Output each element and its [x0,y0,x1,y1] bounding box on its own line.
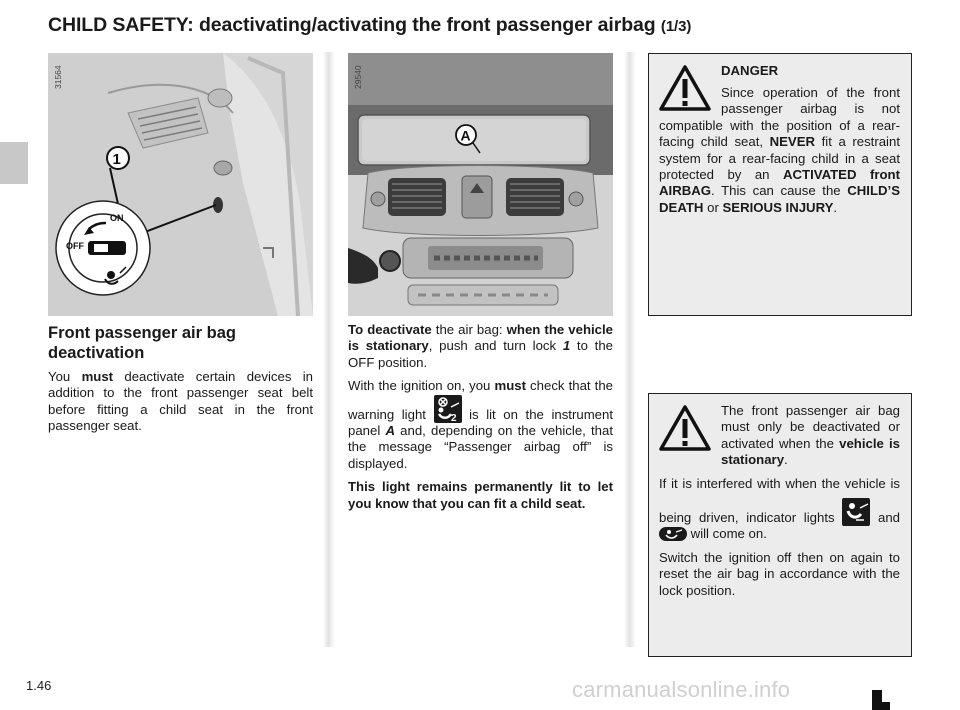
page-number: 1.46 [26,678,52,693]
page-title-main: CHILD SAFETY: deactivating/activating the front passenger airbag [48,14,656,36]
svg-text:ON: ON [110,213,124,223]
figure-ref-number: 29540 [353,65,363,89]
svg-text:1: 1 [112,151,121,168]
svg-text:OFF: OFF [66,241,84,251]
corner-mark [882,702,890,710]
danger-text: Since operation of the front passenger airbag is not compatible with the position of a rear-facing child seat, NEVER fit a restraint system for a rear-facing child in a seat protected by an ACTIVATED front AIRBAG. This can cause the CHILD’S DEATH or SERIOUS INJURY. [659,85,900,215]
column-divider [323,52,335,647]
dashboard-illustration [348,53,613,316]
page-title [48,14,691,37]
dashboard-drawing [348,53,613,316]
left-column-text [48,369,313,435]
airbag-lock-drawing [48,53,313,316]
svg-text:A: A [460,127,471,144]
reset-airbag-text: Switch the ignition off then on again to reset the air bag in accordance with the lock position. [659,549,900,598]
section-tab [0,142,28,184]
indicator-lights-text: If it is interfered with when the vehicle is being driven, indicator lights and will come on. [659,475,901,542]
airbag-lock-illustration [48,53,313,316]
airbag-off-warning-icon [434,395,462,423]
warning-triangle-icon [659,405,711,451]
danger-title: DANGER [721,63,779,78]
warning-light-paragraph: With the ignition on, you must check that the warning light 2 is lit on the instrument panel A and, depending on the vehicle, that the message “Passenger airbag off” is displayed. [348,378,614,471]
warning-triangle-icon [659,65,711,111]
watermark: carmanualsonline.info [572,677,791,702]
figure-ref-number: 31564 [53,65,63,89]
info-warning-box [648,393,912,657]
vehicle-stationary-text: The front passenger air bag must only be deactivated or activated when the vehicle is stationary. [721,403,900,468]
middle-column-text [348,322,613,512]
airbag-indicator-icon [842,498,870,526]
danger-warning-box [648,53,912,316]
srs-indicator-icon [659,527,687,541]
corner-mark [872,690,882,710]
deactivation-intro-paragraph: You must deactivate certain devices in addition to the front passenger seat belt before fitting a child seat in the front passenger seat. [48,369,313,434]
svg-text:2: 2 [450,412,457,423]
page-title-part: (1/3) [660,18,692,35]
light-remains-lit-paragraph: This light remains permanently lit to let you know that you can fit a child seat. [348,479,613,511]
deactivate-paragraph: To deactivate the air bag: when the vehicle is stationary, push and turn lock 1 to the OFF position. [348,322,613,370]
column-divider [624,52,636,647]
section-heading: Front passenger air bag deactivation [48,324,236,362]
